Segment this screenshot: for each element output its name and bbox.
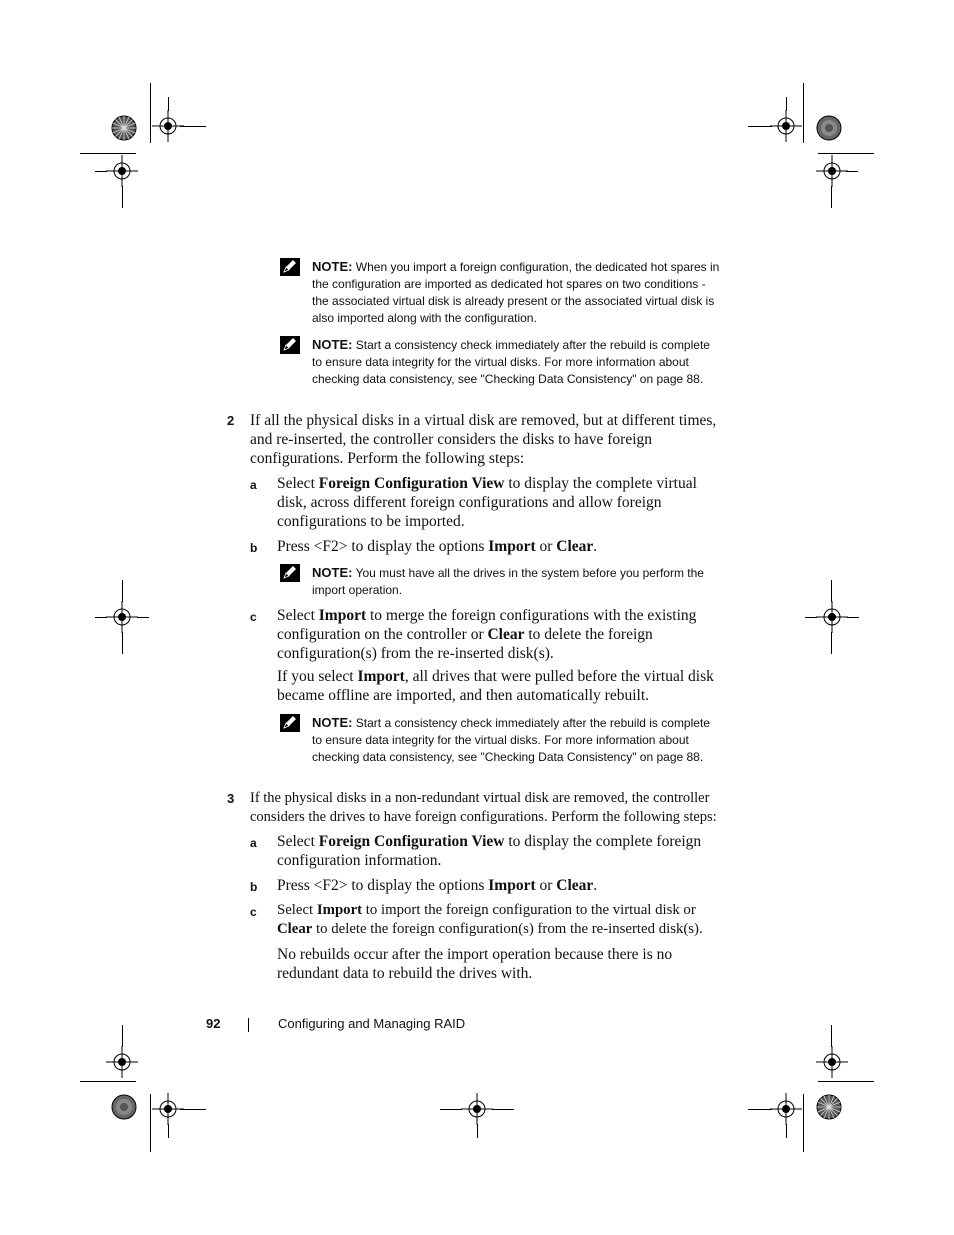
note-block	[280, 714, 720, 766]
crop-line	[122, 186, 123, 208]
registration-crosshair-icon	[106, 1046, 138, 1078]
registration-crosshair-icon	[106, 601, 138, 633]
step-number: 2	[227, 413, 235, 428]
crop-line	[805, 617, 817, 618]
registration-crosshair-icon	[816, 155, 848, 187]
crop-line	[831, 580, 832, 602]
note-block	[280, 564, 720, 599]
crop-line	[818, 153, 874, 154]
crop-line	[95, 617, 107, 618]
registration-crosshair-icon	[816, 601, 848, 633]
footer-divider	[248, 1018, 249, 1032]
registration-rosette-icon	[110, 1093, 138, 1121]
substep-letter: b	[250, 541, 258, 555]
note-label: NOTE:	[312, 259, 353, 274]
crop-line	[803, 83, 804, 143]
crop-line	[748, 1109, 772, 1110]
registration-rosette-icon	[815, 114, 843, 142]
substep-letter: c	[250, 905, 257, 919]
registration-rosette-icon	[815, 1093, 843, 1121]
crop-line	[748, 126, 772, 127]
note-pencil-icon	[280, 258, 300, 276]
crop-line	[831, 632, 832, 654]
substep-letter: c	[250, 610, 257, 624]
crop-line	[803, 1094, 804, 1152]
note-label: NOTE:	[312, 565, 353, 580]
crop-line	[80, 153, 136, 154]
registration-crosshair-icon	[461, 1093, 493, 1125]
note-block	[280, 258, 720, 327]
crop-line	[477, 1124, 478, 1138]
crop-line	[440, 1109, 462, 1110]
crop-line	[818, 1081, 874, 1082]
note-label: NOTE:	[312, 715, 353, 730]
note-pencil-icon	[280, 336, 300, 354]
note-pencil-icon	[280, 714, 300, 732]
step-text: If all the physical disks in a virtual disk are removed, but at different times, and re-inserted, the controller considers the disks to have foreign configurations. Perform the following steps:	[250, 412, 717, 467]
registration-crosshair-icon	[770, 110, 802, 142]
substep-letter: b	[250, 880, 258, 894]
crop-line	[180, 126, 206, 127]
substep-text: Select Import to import the foreign configuration to the virtual disk or Clear to delete the foreign configuration(s) from the re-inserted disk(s).	[277, 902, 703, 937]
substep-letter: a	[250, 478, 257, 492]
step-text: If the physical disks in a non-redundant virtual disk are removed, the controller considers the drives to have foreign configurations. Perform the following steps:	[250, 790, 717, 825]
substep-paragraph: If you select Import, all drives that were pulled before the virtual disk became offline are imported, and then automatically rebuilt.	[277, 668, 714, 704]
substep-text: Press <F2> to display the options Import or Clear.	[277, 877, 598, 894]
crop-line	[137, 617, 149, 618]
note-text: When you import a foreign configuration, the dedicated hot spares in the configuration are imported as dedicated hot spares on two conditions - the associated virtual disk is already present or the associated virtual disk is also imported along with the configuration.	[312, 260, 720, 325]
registration-crosshair-icon	[106, 155, 138, 187]
crop-line	[786, 1124, 787, 1138]
crop-line	[95, 171, 107, 172]
crop-line	[831, 186, 832, 208]
substep-text: Select Foreign Configuration View to display the complete virtual disk, across different foreign configurations and allow foreign configurations to be imported.	[277, 475, 697, 530]
crop-line	[122, 1025, 123, 1047]
substep-letter: a	[250, 836, 257, 850]
crop-line	[831, 1025, 832, 1047]
substep-text: Select Import to merge the foreign configurations with the existing configuration on the controller or Clear to delete the foreign configuration(s) from the re-inserted disk(s).	[277, 607, 697, 662]
note-block	[280, 336, 720, 388]
step-number: 3	[227, 791, 235, 806]
note-text: Start a consistency check immediately after the rebuild is complete to ensure data integrity for the virtual disks. For more information about checking data consistency, see "Checking Data Consistency" on page 88.	[312, 338, 710, 386]
note-label: NOTE:	[312, 337, 353, 352]
crop-line	[168, 1124, 169, 1138]
crop-line	[846, 171, 858, 172]
registration-crosshair-icon	[770, 1093, 802, 1125]
crop-line	[180, 1109, 206, 1110]
substep-text: Select Foreign Configuration View to display the complete foreign configuration information.	[277, 833, 702, 869]
crop-line	[786, 97, 787, 111]
crop-line	[847, 617, 859, 618]
crop-line	[492, 1109, 514, 1110]
registration-crosshair-icon	[816, 1046, 848, 1078]
crop-line	[80, 1081, 136, 1082]
crop-line	[150, 1094, 151, 1152]
page-number: 92	[206, 1016, 221, 1031]
crop-line	[168, 97, 169, 111]
registration-rosette-icon	[110, 114, 138, 142]
footer-chapter-title: Configuring and Managing RAID	[278, 1016, 466, 1031]
crop-line	[150, 83, 151, 143]
crop-line	[122, 580, 123, 602]
note-pencil-icon	[280, 564, 300, 582]
crop-line	[122, 632, 123, 654]
note-text: You must have all the drives in the system before you perform the import operation.	[312, 566, 704, 597]
substep-text: Press <F2> to display the options Import or Clear.	[277, 538, 598, 555]
note-text: Start a consistency check immediately after the rebuild is complete to ensure data integrity for the virtual disks. For more information about checking data consistency, see "Checking Data Consistency" on page 88.	[312, 716, 710, 764]
substep-paragraph: No rebuilds occur after the import operation because there is no redundant data to rebuild the drives with.	[277, 946, 673, 982]
